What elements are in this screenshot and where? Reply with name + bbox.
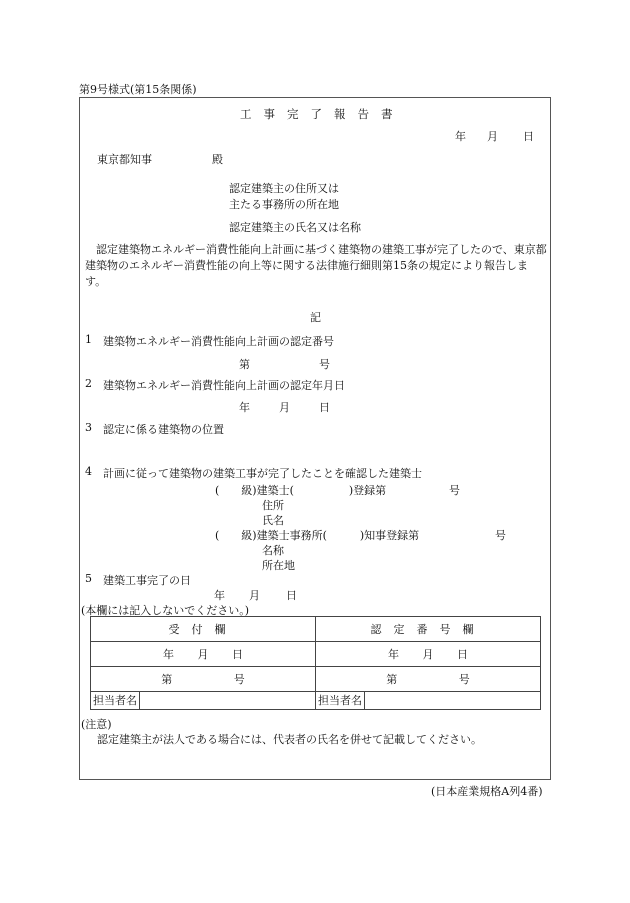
applicant-address-label-2: 主たる事務所の所在地 [229, 198, 339, 211]
cert-number-header-cell [316, 617, 541, 642]
cert-dai: 第 [386, 673, 398, 686]
date-month: 月 [487, 130, 498, 143]
item4-office-name: 名称 [262, 544, 284, 557]
item1-dai: 第 [239, 358, 250, 371]
item4-office-go: 号 [495, 529, 506, 542]
date-day: 日 [523, 130, 534, 143]
reception-dai: 第 [161, 673, 173, 686]
reception-go: 号 [233, 673, 245, 686]
item5-day: 日 [286, 589, 297, 602]
item4-architect-line: ( 級)建築士( )登録第 [215, 484, 387, 497]
ki-heading: 記 [310, 311, 321, 324]
item4-label: 計画に従って建築物の建築工事が完了したことを確認した建築士 [103, 467, 422, 480]
item2-label: 建築物エネルギー消費性能向上計画の認定年月日 [103, 379, 345, 392]
item4-office-line: ( 級)建築士事務所( )知事登録第 [215, 529, 420, 542]
item2-day: 日 [319, 401, 330, 414]
cert-staff-cell [316, 692, 541, 710]
reception-year: 年 [163, 648, 174, 661]
reception-header: 受付欄 [168, 623, 238, 636]
reception-date-cell [91, 642, 316, 667]
cert-day: 日 [457, 648, 468, 661]
reception-staff-label: 担当者名 [91, 692, 140, 709]
item2-number: 2 [85, 377, 92, 390]
reception-month: 月 [197, 648, 209, 661]
item5-year: 年 [214, 589, 225, 602]
item1-go: 号 [319, 358, 330, 371]
cert-year: 年 [388, 648, 399, 661]
item3-label: 認定に係る建築物の位置 [103, 423, 224, 436]
item2-month: 月 [279, 401, 290, 414]
paper-size-note: (日本産業規格A列4番) [431, 785, 543, 798]
item4-number: 4 [85, 465, 92, 478]
form-number: 第9号様式(第15条関係) [79, 83, 197, 96]
reception-header-cell [91, 617, 316, 642]
item1-label: 建築物エネルギー消費性能向上計画の認定番号 [103, 335, 334, 348]
item5-label: 建築工事完了の日 [103, 574, 191, 587]
office-use-table [90, 616, 541, 710]
cert-go: 号 [458, 673, 470, 686]
notes-item-1: 認定建築主が法人である場合には、代表者の氏名を併せて記載してください。 [97, 733, 482, 746]
office-use-note: (本欄には記入しないでください。) [81, 604, 250, 617]
reception-day: 日 [232, 648, 243, 661]
date-year: 年 [455, 130, 466, 143]
addressee-name: 東京都知事 [97, 153, 152, 166]
cert-date-cell [316, 642, 541, 667]
item5-month: 月 [249, 589, 260, 602]
reception-number-cell [91, 667, 316, 692]
item4-architect-go: 号 [449, 484, 460, 497]
addressee-honorific: 殿 [212, 153, 223, 166]
item5-number: 5 [85, 572, 92, 585]
applicant-name-label: 認定建築主の氏名又は名称 [229, 221, 361, 234]
item3-number: 3 [85, 421, 92, 434]
item1-number: 1 [85, 333, 92, 346]
item4-name: 氏名 [262, 514, 284, 527]
notes-heading: (注意) [81, 718, 112, 731]
body-paragraph: 認定建築物エネルギー消費性能向上計画に基づく建築物の建築工事が完了したので、東京都建築物のエネルギー消費性能の向上等に関する法律施行細則第15条の規定により報告します。 [85, 243, 547, 288]
cert-number-cell [316, 667, 541, 692]
item4-office-location: 所在地 [262, 559, 295, 572]
item2-year: 年 [239, 401, 250, 414]
cert-staff-label: 担当者名 [316, 692, 365, 709]
item4-address: 住所 [262, 499, 284, 512]
cert-month: 月 [422, 648, 434, 661]
reception-staff-cell [91, 692, 316, 710]
cert-number-header: 認定番号欄 [370, 623, 486, 636]
form-title: 工事完了報告書 [240, 107, 405, 121]
applicant-address-label-1: 認定建築主の住所又は [229, 182, 339, 195]
